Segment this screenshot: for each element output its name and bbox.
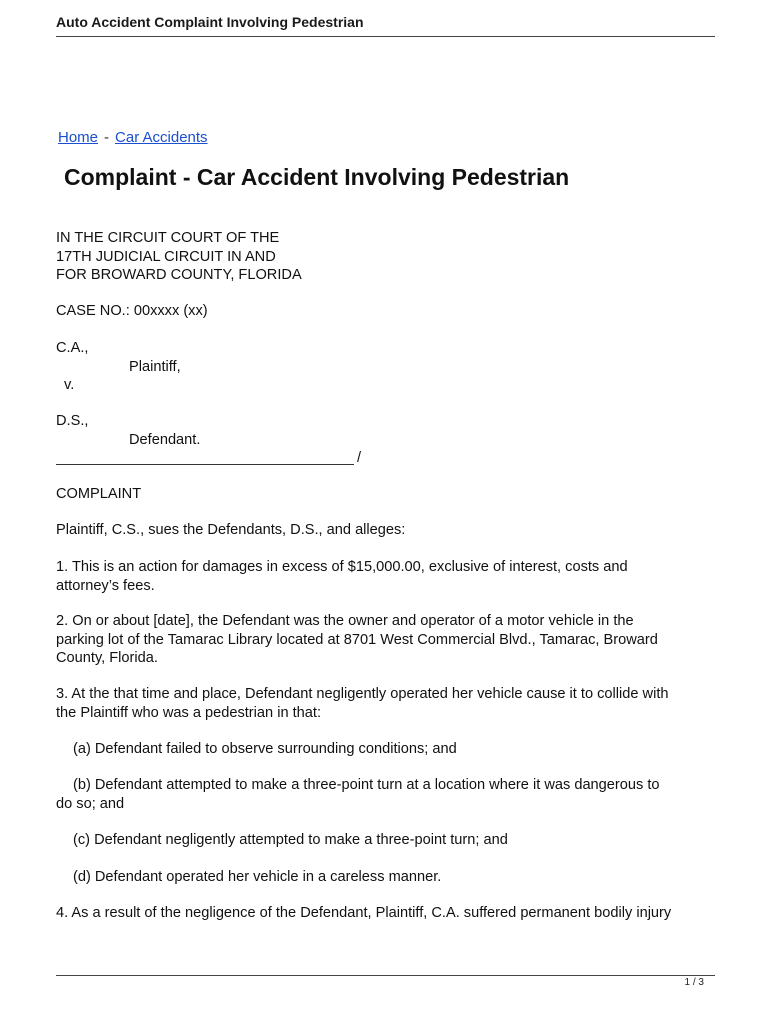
plaintiff-name: C.A., xyxy=(56,340,89,356)
paragraph-line: parking lot of the Tamarac Library located at 8701 West Commercial Blvd., Tamarac, Broward xyxy=(56,631,658,648)
subparagraph-line: (b) Defendant attempted to make a three-point turn at a location where it was dangerous to xyxy=(73,777,660,793)
paragraph-3 xyxy=(56,685,716,722)
document-title: Complaint - Car Accident Involving Pedestrian xyxy=(64,164,570,190)
court-line: FOR BROWARD COUNTY, FLORIDA xyxy=(56,267,302,283)
breadcrumb-car-accidents-link[interactable]: Car Accidents xyxy=(115,129,208,146)
signature-slash: / xyxy=(356,450,361,466)
plaintiff-block xyxy=(56,339,716,395)
subparagraph-line: (a) Defendant failed to observe surrounding conditions; and xyxy=(73,741,457,757)
paragraph-2 xyxy=(56,612,716,668)
page-header-title: Auto Accident Complaint Involving Pedestrian xyxy=(56,14,364,30)
paragraph-line: 2. On or about [date], the Defendant was the owner and operator of a motor vehicle in the xyxy=(56,613,634,629)
court-line: IN THE CIRCUIT COURT OF THE xyxy=(56,230,280,246)
paragraph-line: 3. At the that time and place, Defendant negligently operated her vehicle cause it to collide with xyxy=(56,686,669,702)
breadcrumb-home-link[interactable]: Home xyxy=(58,129,99,146)
footer-divider xyxy=(56,975,715,976)
header-divider xyxy=(56,36,715,37)
page-number: 1 / 3 xyxy=(684,977,704,988)
breadcrumb-separator: - xyxy=(104,129,110,146)
signature-line xyxy=(56,449,361,468)
court-caption xyxy=(56,229,716,285)
paragraph-line: attorney’s fees. xyxy=(56,577,155,594)
defendant-role: Defendant. xyxy=(129,431,201,448)
case-number: CASE NO.: 00xxxx (xx) xyxy=(56,303,208,319)
versus-label: v. xyxy=(64,377,75,393)
subparagraph-b xyxy=(56,776,716,813)
defendant-block xyxy=(56,412,716,449)
subparagraph-a xyxy=(56,740,716,759)
subparagraph-line: do so; and xyxy=(56,795,125,812)
paragraph-line: 1. This is an action for damages in excess of $15,000.00, exclusive of interest, costs and xyxy=(56,559,628,575)
paragraph-1 xyxy=(56,558,716,595)
paragraph-4: 4. As a result of the negligence of the Defendant, Plaintiff, C.A. suffered permanent bodily injury xyxy=(56,905,672,921)
defendant-name: D.S., xyxy=(56,413,89,429)
breadcrumb xyxy=(58,129,208,146)
subparagraph-c xyxy=(56,831,716,850)
subparagraph-line: (d) Defendant operated her vehicle in a careless manner. xyxy=(73,869,442,885)
subparagraph-d xyxy=(56,868,716,887)
complaint-heading: COMPLAINT xyxy=(56,486,142,502)
subparagraph-line: (c) Defendant negligently attempted to make a three-point turn; and xyxy=(73,832,508,848)
paragraph-line: the Plaintiff who was a pedestrian in that: xyxy=(56,704,322,721)
paragraph-line: County, Florida. xyxy=(56,650,158,666)
plaintiff-role: Plaintiff, xyxy=(129,358,181,375)
signature-rule xyxy=(56,464,354,465)
court-line: 17TH JUDICIAL CIRCUIT IN AND xyxy=(56,248,276,265)
complaint-intro: Plaintiff, C.S., sues the Defendants, D.S., and alleges: xyxy=(56,522,406,538)
